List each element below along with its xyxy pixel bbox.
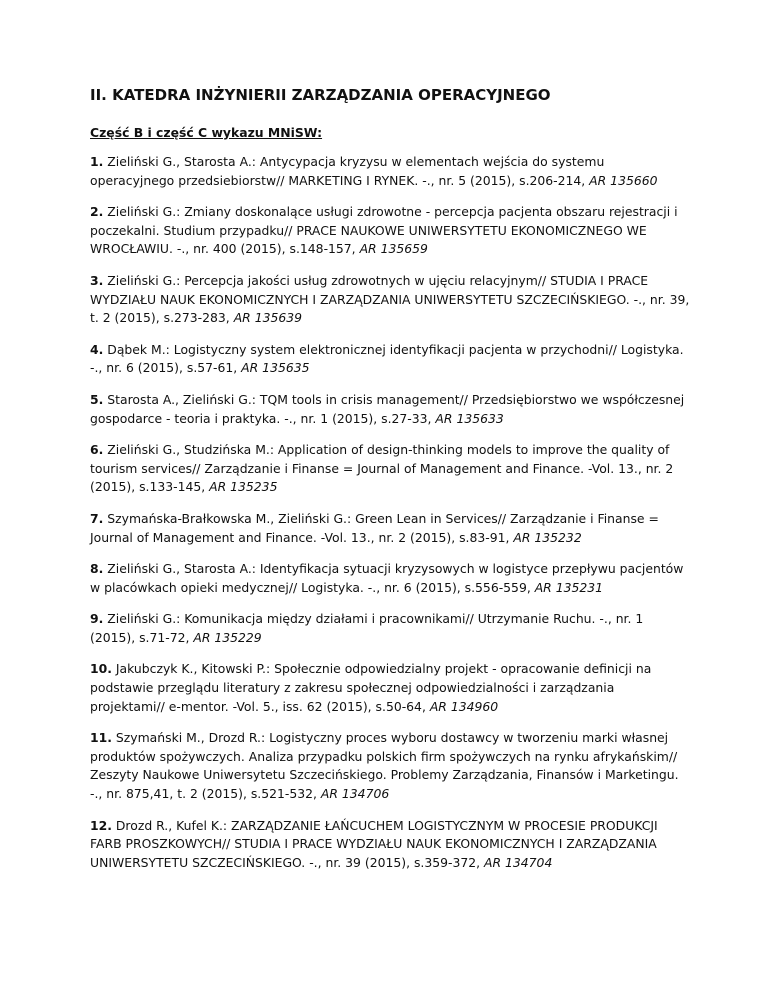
- publication-entry: [90, 560, 690, 597]
- publication-entry: [90, 729, 690, 803]
- publication-entry: [90, 610, 690, 647]
- publication-entry: [90, 272, 690, 328]
- entry-text: Zieliński G.: Komunikacja między działami i pracownikami// Utrzymanie Ruchu. -., nr. 1 (2015), s.71-72,: [90, 611, 644, 645]
- entry-text: Szymańska-Brałkowska M., Zieliński G.: Green Lean in Services// Zarządzanie i Finanse = Journal of Management and Finance. -Vol. 13., nr. 2 (2015), s.83-91,: [90, 510, 659, 545]
- entry-number: 5.: [90, 391, 104, 407]
- entry-text: Zieliński G.: Percepcja jakości usług zdrowotnych w ujęciu relacyjnym// STUDIA I PRACE WYDZIAŁU NAUK EKONOMICZNYCH I ZARZĄDZANIA UNIWERSYTETU SZCZECIŃSKIEGO. -., nr. 39, t. 2 (2015), s.273-283,: [90, 272, 690, 326]
- publication-entry: [90, 153, 690, 190]
- entry-number: 9.: [90, 611, 104, 627]
- entry-text: Zieliński G., Starosta A.: Identyfikacja sytuacji kryzysowych w logistyce przepływu pacjentów w placówkach opieki medycznej// Logistyka. -., nr. 6 (2015), s.556-559,: [90, 561, 684, 595]
- publication-entry: [90, 817, 690, 873]
- publication-entry: [90, 203, 690, 259]
- entry-text: Drozd R., Kufel K.: ZARZĄDZANIE ŁAŃCUCHEM LOGISTYCZNYM W PROCESIE PRODUKCJI FARB PROSZKOWYCH// STUDIA I PRACE WYDZIAŁU NAUK EKONOMICZNYCH I ZARZĄDZANIA UNIWERSYTETU SZCZECIŃSKIEGO. -., nr. 39 (2015), s.359-372,: [90, 817, 658, 870]
- entry-text: Zieliński G.: Zmiany doskonalące usługi zdrowotne - percepcja pacjenta obszaru rejestracji i poczekalni. Studium przypadku// PRACE NAUKOWE UNIWERSYTETU EKONOMICZNEGO WE WROCŁAWIU. -., nr. 400 (2015), s.148-157,: [90, 204, 678, 257]
- entry-ar-id: AR 135235: [209, 479, 278, 495]
- entry-number: 3.: [90, 272, 104, 288]
- entry-ar-id: AR 135635: [241, 360, 310, 376]
- entry-text: Jakubczyk K., Kitowski P.: Społecznie odpowiedzialny projekt - opracowanie definicji na podstawie przeglądu literatury z zakresu społecznej odpowiedzialności i zarządzania projektami// e-mentor. -Vol. 5., iss. 62 (2015), s.50-64,: [90, 661, 652, 714]
- entry-ar-id: AR 134706: [320, 786, 390, 802]
- entry-ar-id: AR 135231: [534, 579, 604, 595]
- publication-entry: [90, 391, 690, 428]
- page-title: II. KATEDRA INŻYNIERII ZARZĄDZANIA OPERACYJNEGO: [90, 86, 551, 104]
- entry-number: 6.: [90, 442, 104, 458]
- entry-text: Dąbek M.: Logistyczny system elektronicznej identyfikacji pacjenta w przychodni// Logistyka. -., nr. 6 (2015), s.57-61,: [90, 341, 684, 376]
- entry-ar-id: AR 135639: [233, 310, 303, 326]
- entry-ar-id: AR 135633: [435, 410, 504, 426]
- publication-entry: [90, 660, 690, 716]
- entry-number: 2.: [90, 204, 104, 220]
- entry-number: 7.: [90, 510, 104, 526]
- publication-entry: [90, 441, 690, 497]
- entry-text: Starosta A., Zieliński G.: TQM tools in crisis management// Przedsiębiorstwo we współczesnej gospodarce - teoria i praktyka. -., nr. 1 (2015), s.27-33,: [90, 391, 685, 426]
- entry-text: Szymański M., Drozd R.: Logistyczny proces wyboru dostawcy w tworzeniu marki własnej produktów spożywczych. Analiza przypadku polskich firm spożywczych na rynku afrykańskim// Zeszyty Naukowe Uniwersytetu Szczecińskiego. Problemy Zarządzania, Finansów i Marketingu. -., nr. 875,41, t. 2 (2015), s.521-532,: [90, 730, 679, 802]
- entry-ar-id: AR 135229: [193, 629, 262, 645]
- entry-ar-id: AR 135660: [589, 172, 658, 188]
- publication-entry: [90, 510, 690, 547]
- entry-number: 11.: [90, 730, 112, 746]
- entry-number: 4.: [90, 341, 104, 357]
- entry-ar-id: AR 134960: [429, 698, 499, 714]
- entry-number: 10.: [90, 661, 112, 677]
- entry-number: 1.: [90, 154, 104, 169]
- entry-text: Zieliński G., Starosta A.: Antycypacja kryzysu w elementach wejścia do systemu operacyjnego przedsiebiorstw// MARKETING I RYNEK. -., nr. 5 (2015), s.206-214,: [90, 154, 605, 188]
- entry-ar-id: AR 134704: [484, 854, 553, 870]
- entry-number: 8.: [90, 561, 104, 577]
- entry-ar-id: AR 135232: [513, 529, 582, 545]
- entry-number: 12.: [90, 817, 112, 833]
- entry-ar-id: AR 135659: [359, 241, 428, 257]
- publication-entry: [90, 341, 690, 378]
- section-subtitle: Część B i część C wykazu MNiSW:: [90, 125, 323, 140]
- publication-list: [90, 153, 690, 885]
- entry-text: Zieliński G., Studzińska M.: Application of design-thinking models to improve the quality of tourism services// Zarządzanie i Finanse = Journal of Management and Finance. -Vol. 13., nr. 2 (2015), s.133-145,: [90, 442, 674, 495]
